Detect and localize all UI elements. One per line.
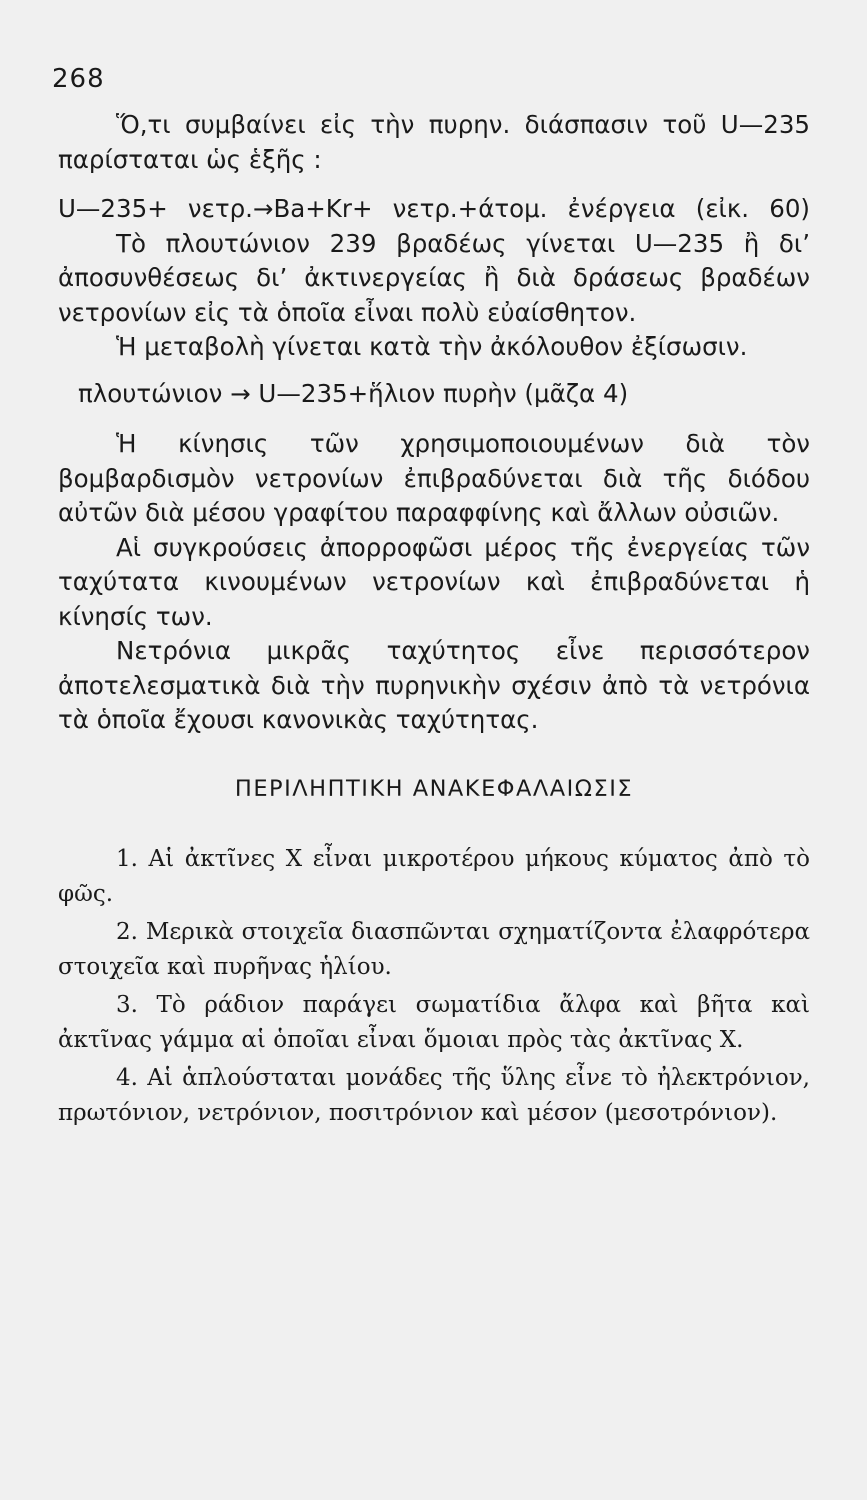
page-number: 268	[52, 64, 105, 94]
summary-list	[58, 842, 810, 1131]
paragraph-slow-neutrons: Νετρόνια μικρᾶς ταχύτητος εἶνε περισσότερον ἀποτελεσματικὰ διὰ τὴν πυρηνικὴν σχέσιν ἀπὸ τὰ νετρόνια τὰ ὁποῖα ἔχουσι κανονικὰς ταχύτητας.	[58, 636, 810, 734]
summary-item-4: 4. Αἱ ἁπλούσταται μονάδες τῆς ὕλης εἶνε τὸ ἠλεκτρόνιον, πρωτόνιον, νετρόνιον, ποσιτρόνιον καὶ μέσον (μεσοτρόνιον).	[58, 1065, 810, 1126]
summary-item-3: 3. Τὸ ράδιον παράγει σωματίδια ἄλφα καὶ βῆτα καὶ ἀκτῖνας γάμμα αἱ ὁποῖαι εἶναι ὅμοιαι πρὸς τὰς ἀκτῖνας X.	[58, 992, 810, 1053]
page-body	[58, 108, 810, 1134]
equation-plutonium-decay: πλουτώνιον → U—235+ἥλιον πυρὴν (μᾶζα 4)	[78, 378, 629, 408]
equation-uranium-fission: U—235+ νετρ.→Ba+Kr+ νετρ.+άτομ. ἐνέργεια (εἰκ. 60)	[58, 194, 810, 223]
summary-item-1: 1. Αἱ ἀκτῖνες X εἶναι μικροτέρου μήκους κύματος ἀπὸ τὸ φῶς.	[58, 846, 810, 907]
paragraph-transformation: Ἡ μεταβολὴ γίνεται κατὰ τὴν ἀκόλουθον ἐξίσωσιν.	[116, 332, 748, 361]
summary-heading: ΠΕΡΙΛΗΠΤΙΚΗ ΑΝΑΚΕΦΑΛΑΙΩΣΙΣ	[234, 775, 634, 802]
paragraph-neutron-moderation: Ἡ κίνησις τῶν χρησιμοποιουμένων διὰ τὸν βομβαρδισμὸν νετρονίων ἐπιβραδύνεται διὰ τῆς διόδου αὐτῶν διὰ μέσου γραφίτου παραφφίνης καὶ ἄλλων οὐσιῶν.	[58, 429, 810, 527]
summary-item-2: 2. Μερικὰ στοιχεῖα διασπῶνται σχηματίζοντα ἐλαφρότερα στοιχεῖα καὶ πυρῆνας ἡλίου.	[58, 919, 810, 980]
paragraph-fission-intro: Ὅ,τι συμβαίνει εἰς τὴν πυρην. διάσπασιν τοῦ U—235 παρίσταται ὡς ἑξῆς :	[58, 110, 810, 174]
paragraph-collisions: Αἱ συγκρούσεις ἀπορροφῶσι μέρος τῆς ἐνεργείας τῶν ταχύτατα κινουμένων νετρονίων καὶ ἐπιβραδύνεται ἡ κίνησίς των.	[58, 532, 810, 631]
paragraph-plutonium: Τὸ πλουτώνιον 239 βραδέως γίνεται U—235 ἢ δι’ ἀποσυνθέσεως δι’ ἀκτινεργείας ἢ διὰ δράσεως βραδέων νετρονίων εἰς τὰ ὁποῖα εἶναι πολὺ εὐαίσθητον.	[58, 228, 810, 327]
